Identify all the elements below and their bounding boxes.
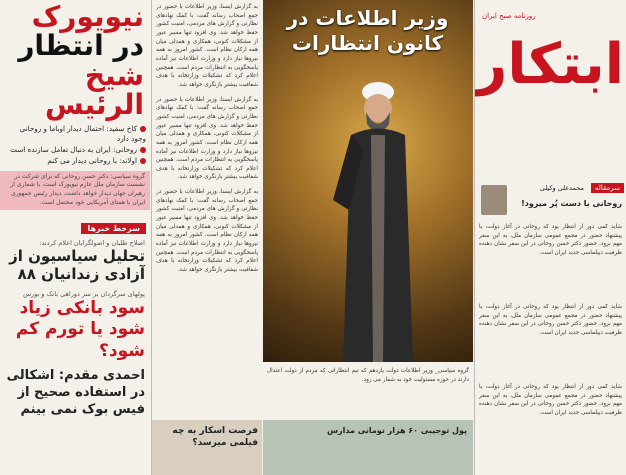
bullet-dot-icon — [140, 147, 146, 153]
bullet-item[interactable]: اولاند: با روحانی دیدار می کنم — [0, 156, 150, 167]
right-column — [475, 0, 626, 475]
editorial-title[interactable]: روحانی با دست پُر میرود! — [521, 199, 622, 208]
headline-line-1: نیویورک — [31, 0, 144, 33]
masthead-logo: ابتکار — [475, 32, 624, 97]
photo-headline: وزیر اطلاعات در کانون انتظارات — [286, 6, 449, 55]
editorial-body-continued: شاید کمی دور از انتظار بود که روحانی در آغاز دولت، با پیشنهاد حضور در مجمع عمومی سازمان ملل، به این سفر مهم برود. حضور دکتر حسن روحانی در این سفر نشان دهنده ظرفیت دیپلماسی جدید ایران است. — [479, 304, 622, 336]
middle-column — [152, 0, 262, 475]
news-item[interactable]: اصلاح طلبان و اصولگرایان اعلام کردند: تحلیل سیاسیون از آزادی زندانیان ۸۸ — [9, 238, 145, 284]
editorial-body: شاید کمی دور از انتظار بود که روحانی در آغاز دولت، با پیشنهاد حضور در مجمع عمومی سازمان ملل، به این سفر مهم برود. حضور دکتر حسن روحانی در این سفر نشان دهنده ظرفیت دیپلماسی جدید ایران است. — [479, 224, 622, 256]
article-body: به گزارش ایسنا، وزیر اطلاعات با حضور در جمع اصحاب رسانه گفت: با کمک نهادهای نظارتی و گزارش های مردمی، امنیت کشور حفظ خواهد شد. وی افزود تنها مسیر عبور از مشکلات کنونی، همکاری و همدلی میان همه ارکان نظام است. کشور امروز به همه نیروها نیاز دارد و وزارت اطلاعات نیز آماده پاسخگویی به انتظارات مردم است. همچنین اعلام کرد که تشکیلات وزارتخانه با هدف شفافیت بیشتر بازنگری خواهد شد. — [156, 4, 258, 88]
bullet-item[interactable]: روحانی: ایران به دنبال تعامل سازنده است — [0, 145, 150, 156]
headline-line-3: شیخ الرئیس — [44, 58, 144, 122]
promo-box[interactable]: فرصت اسکار به چه فیلمی میرسد؟ — [152, 420, 262, 475]
photo-column — [263, 0, 473, 475]
section-tag: سرخط خبرها — [81, 223, 146, 234]
main-headline[interactable] — [0, 0, 150, 120]
promo-photo[interactable]: پول توجیبی ۶۰ هزار تومانی مدارس — [263, 420, 473, 475]
lead-photo[interactable] — [263, 0, 473, 362]
masthead-subtitle: روزنامه صبح ایران — [482, 12, 536, 20]
headline-line-2: در انتظار — [18, 29, 144, 63]
photo-caption: گروه سیاسی_ وزیر اطلاعات دولت یازدهم که تیم انتظاراتی که مردم از دولت اعتدال دارند در حوزه مسئولیت خود به شمار می رود. — [267, 368, 469, 383]
news-item[interactable]: احمدی مقدم: اشکالی در استفاده صحیح از فیس بوک نمی بینم — [6, 367, 145, 417]
author-name: محمدعلی وکیلی — [539, 184, 584, 192]
lead-paragraph: گروه سیاسی: دکتر حسن روحانی که برای شرکت در نشست سازمان ملل عازم نیویورک است، با شماری از رهبران جهان دیدار خواهد داشت. دیدار رئیس جمهوری ایران با همتای آمریکایی خود محتمل است. — [0, 171, 150, 210]
news-item[interactable]: پولهای سرگردان بر سر دوراهی بانک و بورس سود بانکی زیاد شود یا تورم کم شود؟ — [15, 290, 145, 361]
editorial-label: سرمقاله — [591, 183, 624, 193]
masthead — [475, 8, 624, 178]
article-body-continued: به گزارش ایسنا، وزیر اطلاعات با حضور در جمع اصحاب رسانه گفت: با کمک نهادهای نظارتی و گزارش های مردمی، امنیت کشور حفظ خواهد شد. وی افزود تنها مسیر عبور از مشکلات کنونی، همکاری و همدلی میان همه ارکان نظام است. کشور امروز به همه نیروها نیاز دارد و وزارت اطلاعات نیز آماده پاسخگویی به انتظارات مردم است. همچنین اعلام کرد که تشکیلات وزارتخانه با هدف شفافیت بیشتر بازنگری خواهد شد. — [156, 96, 258, 181]
bullet-item[interactable]: کاخ سفید: احتمال دیدار اوباما و روحانی وجود دارد — [19, 123, 146, 144]
article-body-continued: به گزارش ایسنا، وزیر اطلاعات با حضور در جمع اصحاب رسانه گفت: با کمک نهادهای نظارتی و گزارش های مردمی، امنیت کشور حفظ خواهد شد. وی افزود تنها مسیر عبور از مشکلات کنونی، همکاری و همدلی میان همه ارکان نظام است. کشور امروز به همه نیروها نیاز دارد و وزارت اطلاعات نیز آماده پاسخگویی به انتظارات مردم است. همچنین اعلام کرد که تشکیلات وزارتخانه با هدف شفافیت بیشتر بازنگری خواهد شد. — [156, 189, 258, 274]
bullet-dot-icon — [140, 158, 146, 164]
bullet-dot-icon — [140, 126, 146, 132]
editorial-body-continued: شاید کمی دور از انتظار بود که روحانی در آغاز دولت، با پیشنهاد حضور در مجمع عمومی سازمان ملل، به این سفر مهم برود. حضور دکتر حسن روحانی در این سفر نشان دهنده ظرفیت دیپلماسی جدید ایران است. — [479, 384, 622, 416]
author-avatar — [481, 185, 507, 215]
left-column — [0, 0, 150, 475]
